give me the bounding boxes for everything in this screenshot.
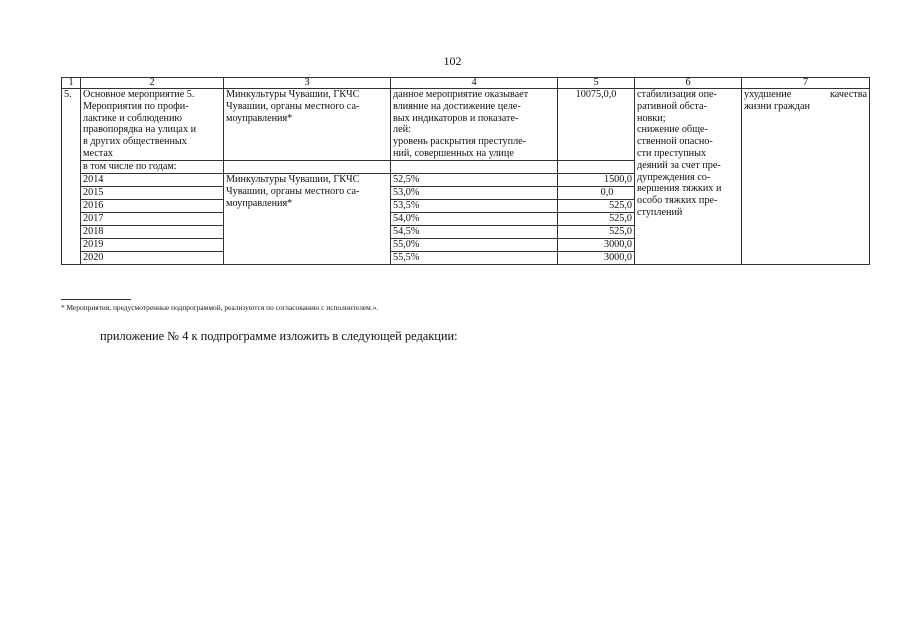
text-line: Минкультуры Чувашии, ГКЧС (226, 173, 360, 185)
text-line: сти преступных (637, 147, 707, 159)
table-row (62, 89, 870, 161)
text-line: Чувашии, органы местного са- (226, 185, 360, 197)
header-cell: 7 (742, 78, 870, 89)
text-line: стабилизация опе- (637, 89, 717, 100)
header-cell: 3 (224, 78, 391, 89)
amount-cell: 1500,0 (558, 173, 635, 186)
header-cell: 2 (81, 78, 224, 89)
header-cell: 5 (558, 78, 635, 89)
instruction-paragraph: приложение № 4 к подпрограмме изложить в следующей редакции: (100, 329, 458, 343)
text-line: моуправления* (226, 112, 293, 124)
text-line: правопорядка на улицах и (83, 124, 197, 136)
subheader-cell: в том числе по годам: (81, 160, 224, 173)
text-line: уровень раскрытия преступле- (393, 136, 527, 148)
text-line: данное мероприятие оказывает (393, 89, 529, 100)
expected-result-cell (635, 89, 742, 265)
text-line: Минкультуры Чувашии, ГКЧС (226, 89, 360, 100)
header-cell: 1 (62, 78, 81, 89)
table-header-row (62, 78, 870, 89)
text-line: моуправления* (226, 197, 293, 209)
word: ухудшение (744, 89, 792, 100)
page-number: 102 (443, 54, 462, 68)
text-line: особо тяжких пре- (637, 195, 718, 207)
year-cell: 2015 (81, 186, 224, 199)
text-line: вых индикаторов и показате- (393, 112, 519, 124)
word: качества (830, 89, 867, 100)
influence-cell (391, 89, 558, 161)
empty-cell (391, 160, 558, 173)
text-line: в других общественных (83, 136, 187, 148)
indicator-cell: 52,5% (391, 173, 558, 186)
amount-cell: 3000,0 (558, 238, 635, 251)
text-line: Чувашии, органы местного са- (226, 100, 360, 112)
text-line: дупреждения со- (637, 171, 711, 183)
amount-cell: 0,0 (558, 186, 635, 199)
total-amount-cell: 10075,0,0 (558, 89, 635, 161)
text-line: местах (83, 147, 113, 159)
year-cell: 2020 (81, 251, 224, 264)
amount-cell: 525,0 (558, 212, 635, 225)
footnote: * Мероприятия, предусмотренные подпрограммой, реализуются по согласованию с исполнителем.». (61, 303, 379, 312)
empty-cell (224, 160, 391, 173)
indicator-cell: 54,5% (391, 225, 558, 238)
amount-cell: 525,0 (558, 225, 635, 238)
text-line (744, 89, 867, 101)
year-cell: 2016 (81, 199, 224, 212)
footnote-divider (61, 299, 131, 300)
text-line: вершения тяжких и (637, 183, 722, 195)
amount-cell: 3000,0 (558, 251, 635, 264)
year-cell: 2019 (81, 238, 224, 251)
measures-table (61, 77, 870, 265)
text-line: ративной обста- (637, 100, 707, 112)
year-cell: 2014 (81, 173, 224, 186)
indicator-cell: 53,5% (391, 199, 558, 212)
executors-cell (224, 89, 391, 161)
text-line: деяний за счет пре- (637, 159, 721, 171)
consequences-cell (742, 89, 870, 265)
text-line: Мероприятия по профи- (83, 100, 189, 112)
text-line: ственной опасно- (637, 136, 713, 148)
text-line: жизни граждан (744, 100, 810, 112)
year-cell: 2017 (81, 212, 224, 225)
indicator-cell: 55,5% (391, 251, 558, 264)
indicator-cell: 54,0% (391, 212, 558, 225)
text-line: ступлений (637, 206, 683, 218)
header-cell: 4 (391, 78, 558, 89)
text-line: ний, совершенных на улице (393, 147, 514, 159)
text-line: влияние на достижение целе- (393, 100, 521, 112)
amount-cell: 525,0 (558, 199, 635, 212)
measure-name-cell (81, 89, 224, 161)
empty-cell (558, 160, 635, 173)
text-line: снижение обще- (637, 124, 708, 136)
header-cell: 6 (635, 78, 742, 89)
year-cell: 2018 (81, 225, 224, 238)
row-number-cell: 5. (62, 89, 81, 265)
years-executors-cell (224, 173, 391, 264)
text-line: лактике и соблюдению (83, 112, 183, 124)
indicator-cell: 55,0% (391, 238, 558, 251)
text-line: лей: (393, 124, 411, 136)
text-line: Основное мероприятие 5. (83, 89, 195, 100)
text-line: новки; (637, 112, 666, 124)
indicator-cell: 53,0% (391, 186, 558, 199)
